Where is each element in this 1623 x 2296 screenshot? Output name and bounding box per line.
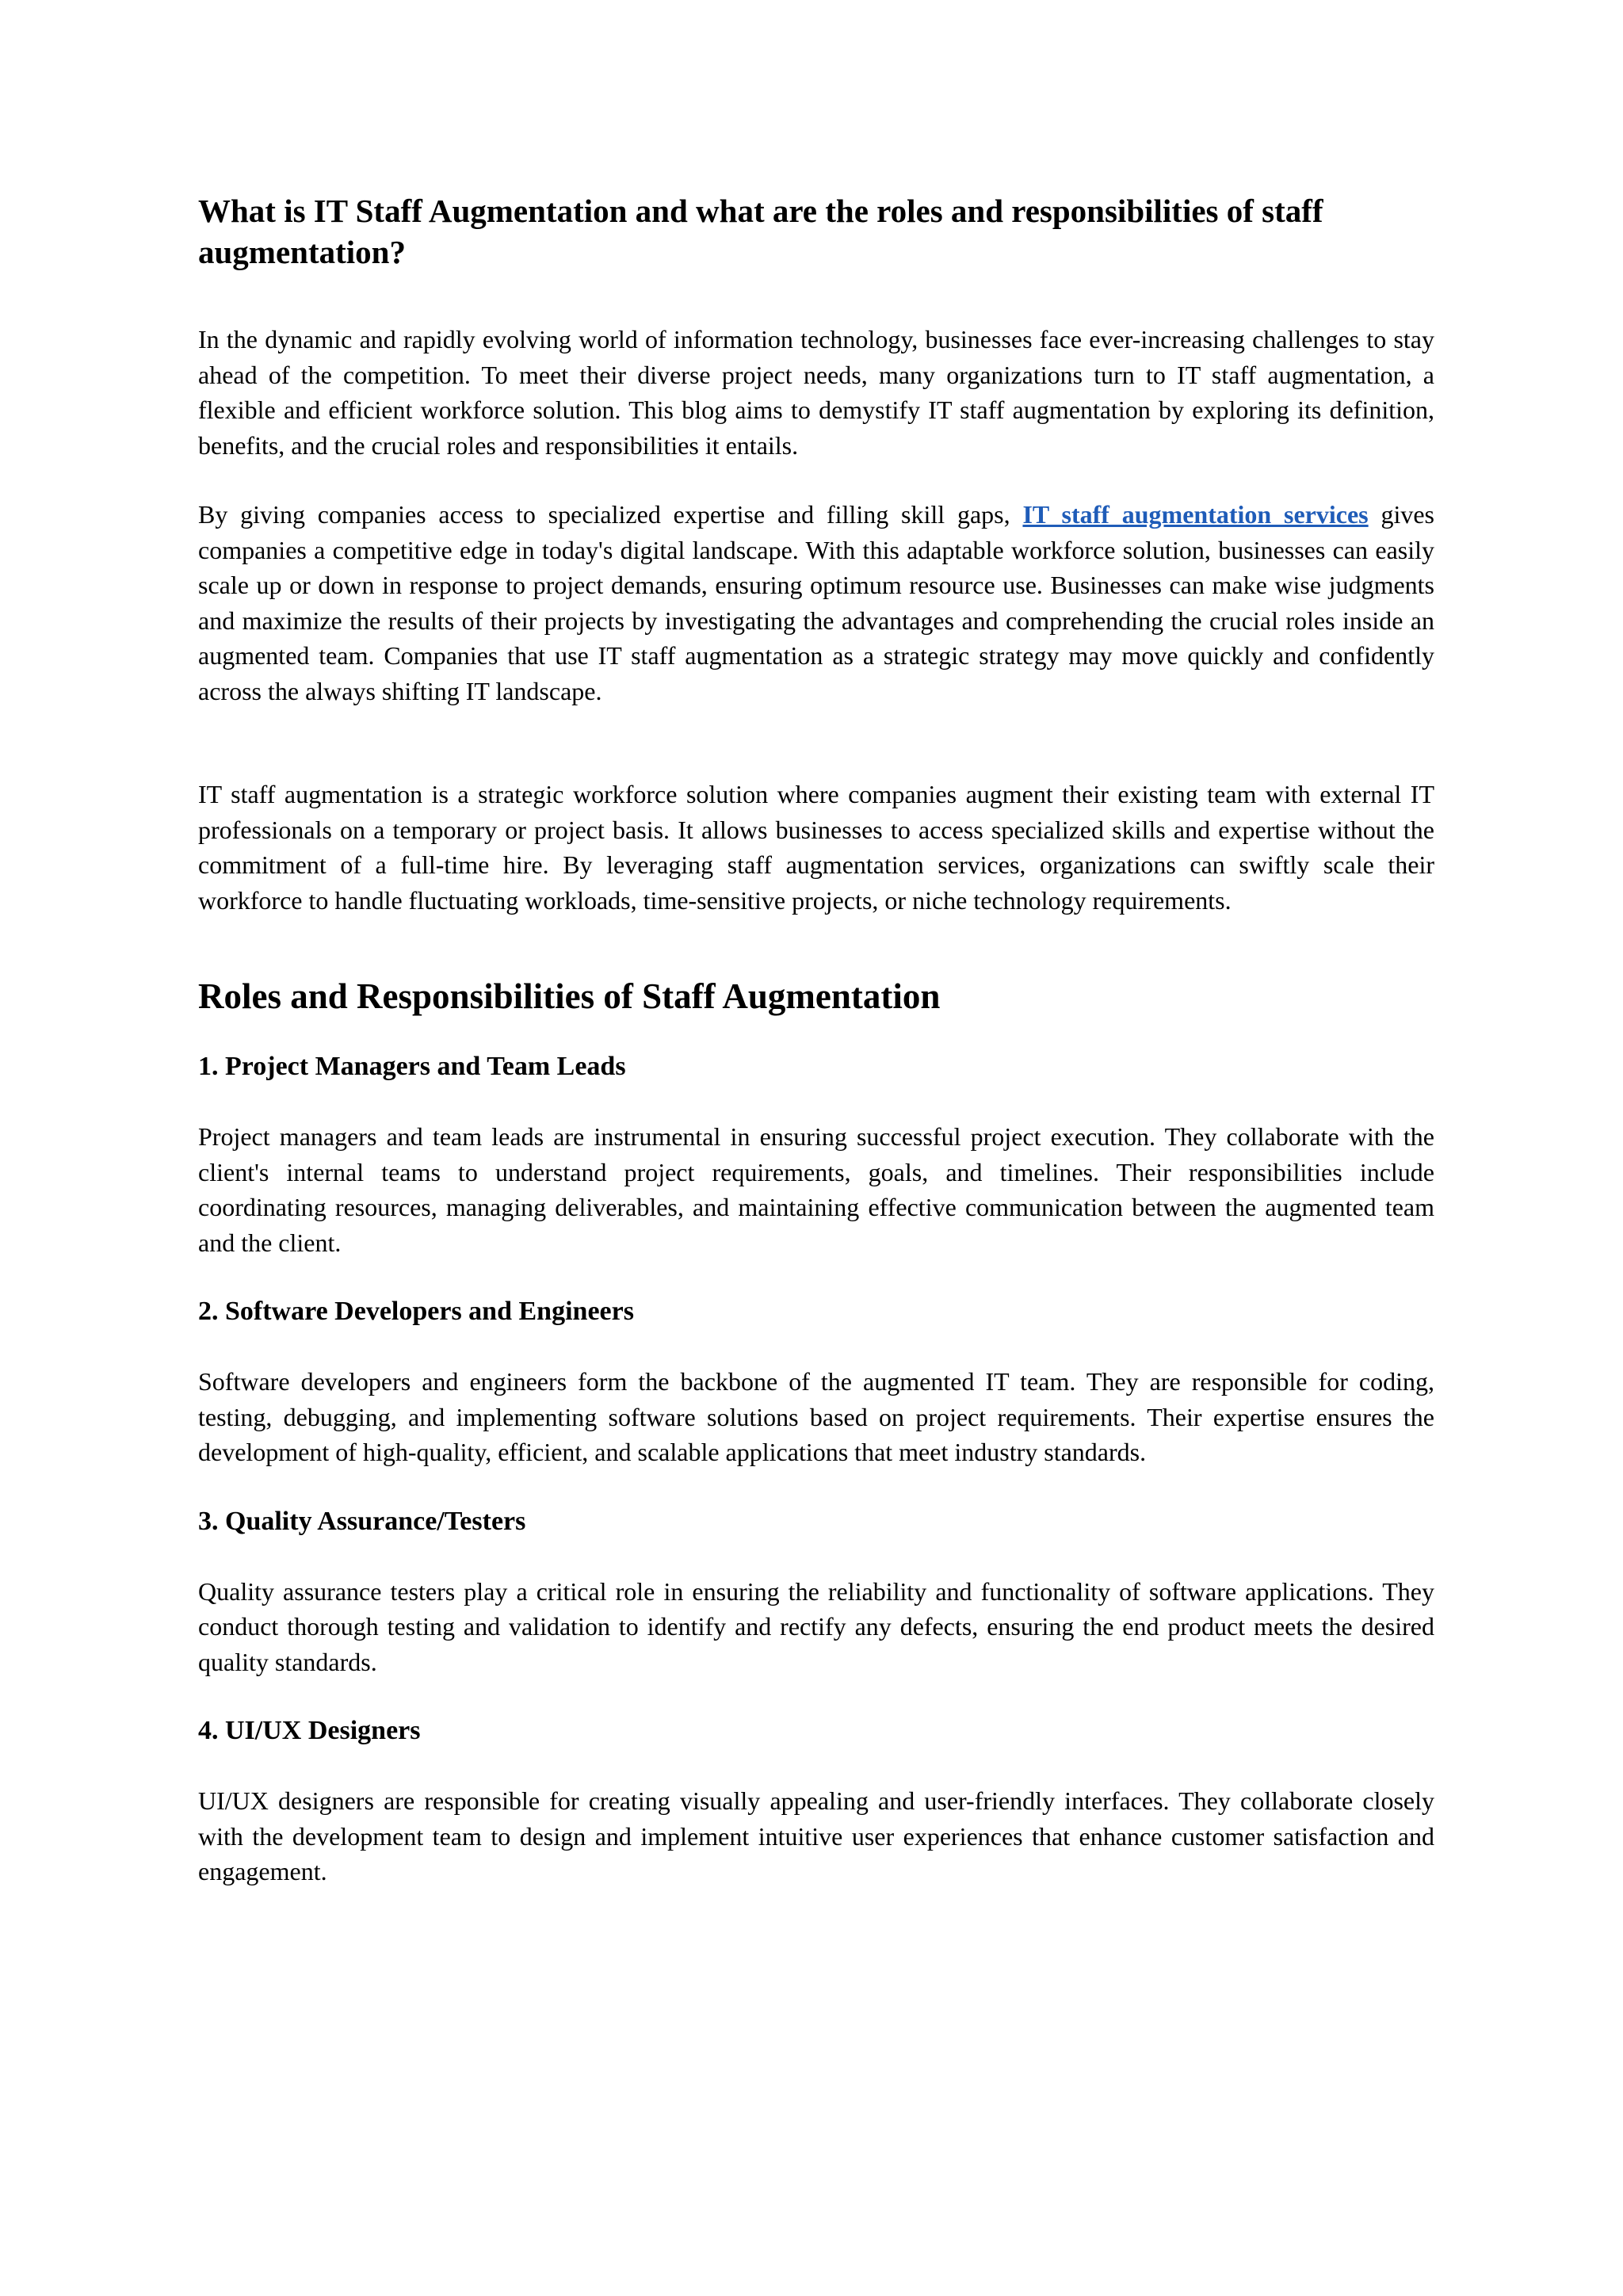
role-body-quality-assurance: Quality assurance testers play a critical role in ensuring the reliability and functionality of software applications. They conduct thorough testing and validation to identify and rectify any defects, ensuring the end product meets the desired quality standards. [198,1576,1434,1676]
role-heading-software-developers: 2. Software Developers and Engineers [198,1297,634,1326]
role-heading-quality-assurance: 3. Quality Assurance/Testers [198,1506,526,1536]
definition-paragraph: IT staff augmentation is a strategic workforce solution where companies augment their existing team with external IT professionals on a temporary or project basis. It allows businesses to access specialized skills and expertise without the commitment of a full-time hire. By leveraging staff augmentation services, organizations can swiftly scale their workforce to handle fluctuating workloads, time-sensitive projects, or niche technology requirements. [198,780,1434,915]
role-heading-project-managers: 1. Project Managers and Team Leads [198,1052,626,1081]
services-paragraph-text-before: By giving companies access to specialized expertise and filling skill gaps, [198,500,1023,529]
it-staff-augmentation-services-link[interactable]: IT staff augmentation services [1022,500,1369,529]
role-body-ui-ux-designers: UI/UX designers are responsible for creating visually appealing and user-friendly interfaces. They collaborate closely with the development team to design and implement intuitive user experiences that enhance customer satisfaction and engagement. [198,1786,1434,1885]
section-heading: Roles and Responsibilities of Staff Augmentation [198,976,941,1016]
services-paragraph [198,497,1434,709]
services-paragraph-text-after: gives companies a competitive edge in today's digital landscape. With this adaptable workforce solution, businesses can easily scale up or down in response to project demands, ensuring optimum resource use. Businesses can make wise judgments and maximize the results of their projects by investigating the advantages and comprehending the crucial roles inside an augmented team. Companies that use IT staff augmentation as a strategic strategy may move quickly and confidently across the always shifting IT landscape. [198,500,1435,705]
role-heading-ui-ux-designers: 4. UI/UX Designers [198,1716,421,1745]
intro-paragraph: In the dynamic and rapidly evolving world of information technology, businesses face ever-increasing challenges to stay ahead of the competition. To meet their diverse project needs, many organizations turn to IT staff augmentation, a flexible and efficient workforce solution. This blog aims to demystify IT staff augmentation by exploring its definition, benefits, and the crucial roles and responsibilities it entails. [198,325,1434,460]
role-body-project-managers: Project managers and team leads are instrumental in ensuring successful project execution. They collaborate with the client's internal teams to understand project requirements, goals, and timelines. Their responsibilities include coordinating resources, managing deliverables, and maintaining effective communication between the augmented team and the client. [198,1122,1434,1257]
document-page [198,190,1434,1889]
document-title: What is IT Staff Augmentation and what are the roles and responsibilities of staff augmentation? [198,193,1323,270]
role-body-software-developers: Software developers and engineers form the backbone of the augmented IT team. They are responsible for coding, testing, debugging, and implementing software solutions based on project requirements. Their expertise ensures the development of high-quality, efficient, and scalable applications that meet industry standards. [198,1367,1434,1466]
